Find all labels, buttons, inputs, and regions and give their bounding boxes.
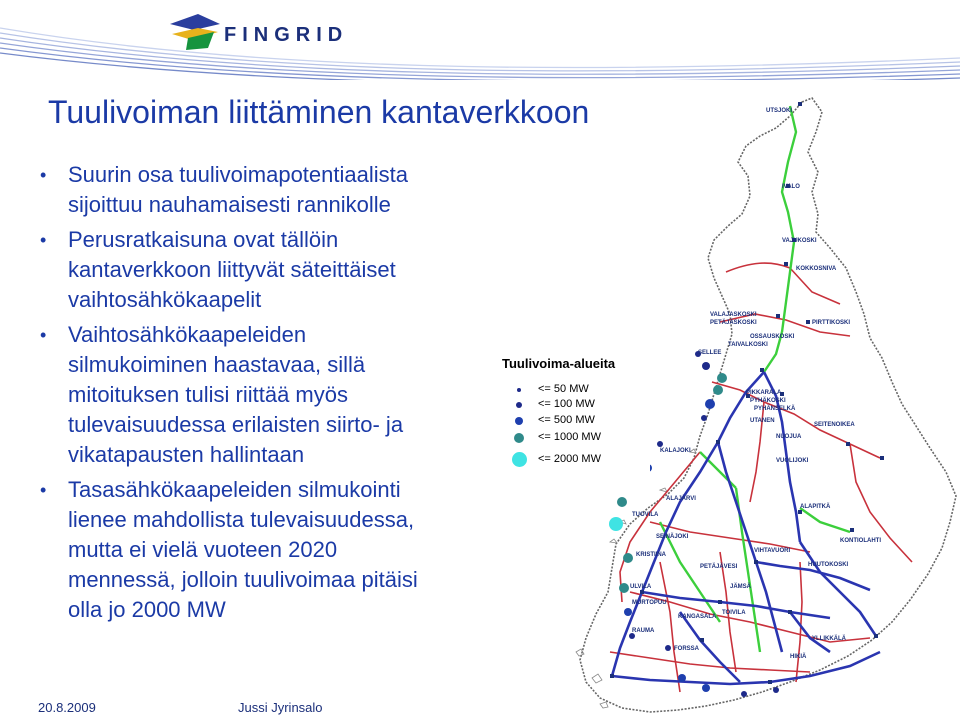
logo-text: FINGRID (224, 24, 349, 46)
station-label: HUUTOKOSKI (808, 562, 849, 568)
bullet-line: • Perusratkaisuna ovat tällöin (68, 227, 339, 252)
legend-item (502, 413, 642, 429)
legend-label: <= 500 MW (538, 414, 595, 426)
station-label: VALAJASKOSKI (710, 312, 757, 318)
wind-area-icon (514, 433, 524, 443)
bullet-line: lienee mahdollista tulevaisuudessa, (68, 507, 415, 532)
legend-item (502, 382, 642, 398)
legend-item (502, 452, 642, 468)
bullet-line: tulevaisuudessa erilaisten siirto- ja (68, 412, 404, 437)
station-label: KONTIOLAHTI (840, 538, 881, 544)
station-label: NUOJUA (776, 434, 802, 440)
station-label: PYHÄKOSKI (750, 398, 786, 404)
station-label: RAUMA (632, 628, 655, 634)
station-label: HIKIÄ (790, 654, 807, 660)
station-label: TAIVALKOSKI (728, 342, 768, 348)
legend-title: Tuulivoima-alueita (502, 356, 616, 371)
station-label: PIRTTIKOSKI (812, 320, 851, 326)
station-label: KOKKOSNIVA (796, 266, 837, 272)
station-label: SEITENOIKEA (814, 422, 855, 428)
legend-label: <= 1000 MW (538, 431, 601, 443)
header-swoosh (0, 0, 960, 80)
station-label: ALAJÄRVI (666, 496, 696, 502)
station-label: PIKKARALA (746, 390, 782, 396)
wind-area-icon (516, 402, 522, 408)
bullet-line: mitoituksen tulisi riittää myös (68, 382, 348, 407)
station-label: PYHÄNSELKÄ (754, 406, 796, 412)
bullet-line: mennessä, jolloin tuulivoimaa pitäisi (68, 567, 418, 592)
bullet-line: • Vaihtosähkökaapeleiden (68, 322, 307, 347)
bullet-line: • Suurin osa tuulivoimapotentiaalista (68, 162, 408, 187)
station-label: KALAJOKI (660, 448, 691, 454)
bullet-line: silmukoiminen haastavaa, sillä (68, 352, 366, 377)
station-label: UTSJOKI (766, 108, 793, 114)
station-label: UTANEN (750, 418, 775, 424)
bullet-item (40, 320, 510, 470)
legend-label: <= 100 MW (538, 398, 595, 410)
station-label: TOIVILA (722, 610, 746, 616)
station-label: PETÄJÄSKOSKI (710, 320, 757, 326)
station-label: FORSSA (674, 646, 700, 652)
station-label: TUOVILA (632, 512, 659, 518)
bullet-item (40, 225, 510, 315)
station-label: SELLEE (698, 350, 722, 356)
station-label: VIHTAVUORI (754, 548, 791, 554)
station-label: YLLIKKÄLÄ (812, 636, 846, 642)
footer-author: Jussi Jyrinsalo (238, 700, 323, 715)
wind-area-icon (517, 388, 521, 392)
bullet-line: kantaverkkoon liittyvät säteittäiset (68, 257, 396, 282)
station-label: ULVILA (630, 584, 652, 590)
legend-item (502, 430, 642, 446)
station-label: MURTOPUU (632, 600, 667, 606)
bullet-line: vikatapausten hallintaan (68, 442, 305, 467)
station-label: JÄMSÄ (730, 584, 752, 590)
station-label: OSSAUSKOSKI (750, 334, 795, 340)
station-label: VAJUKOSKI (782, 238, 817, 244)
station-label: VUOLIJOKI (776, 458, 809, 464)
bullet-list (40, 160, 510, 630)
footer-date: 20.8.2009 (38, 700, 96, 715)
station-label: ALAPITKÄ (800, 504, 831, 510)
station-label: SEINÄJOKI (656, 534, 689, 540)
wind-area-icon (512, 452, 527, 467)
bullet-item (40, 160, 510, 220)
station-label: KRISTIINA (636, 552, 666, 558)
legend-label: <= 50 MW (538, 383, 589, 395)
page-title: Tuulivoiman liittäminen kantaverkkoon (48, 94, 590, 130)
legend-label: <= 2000 MW (538, 453, 601, 465)
bullet-line: • Tasasähkökaapeleiden silmukointi (68, 477, 401, 502)
station-label: IVALO (782, 184, 800, 190)
bullet-line: sijoittuu nauhamaisesti rannikolle (68, 192, 391, 217)
station-label: KANGASALA (678, 614, 717, 620)
bullet-line: mutta ei vielä vuoteen 2020 (68, 537, 338, 562)
bullet-line: vaihtosähkökaapelit (68, 287, 262, 312)
map-legend (498, 352, 650, 482)
wind-area-icon (515, 417, 523, 425)
station-label: PETÄJÄVESI (700, 564, 738, 570)
bullet-line: olla jo 2000 MW (68, 597, 226, 622)
legend-item (502, 397, 642, 413)
bullet-item (40, 475, 510, 625)
